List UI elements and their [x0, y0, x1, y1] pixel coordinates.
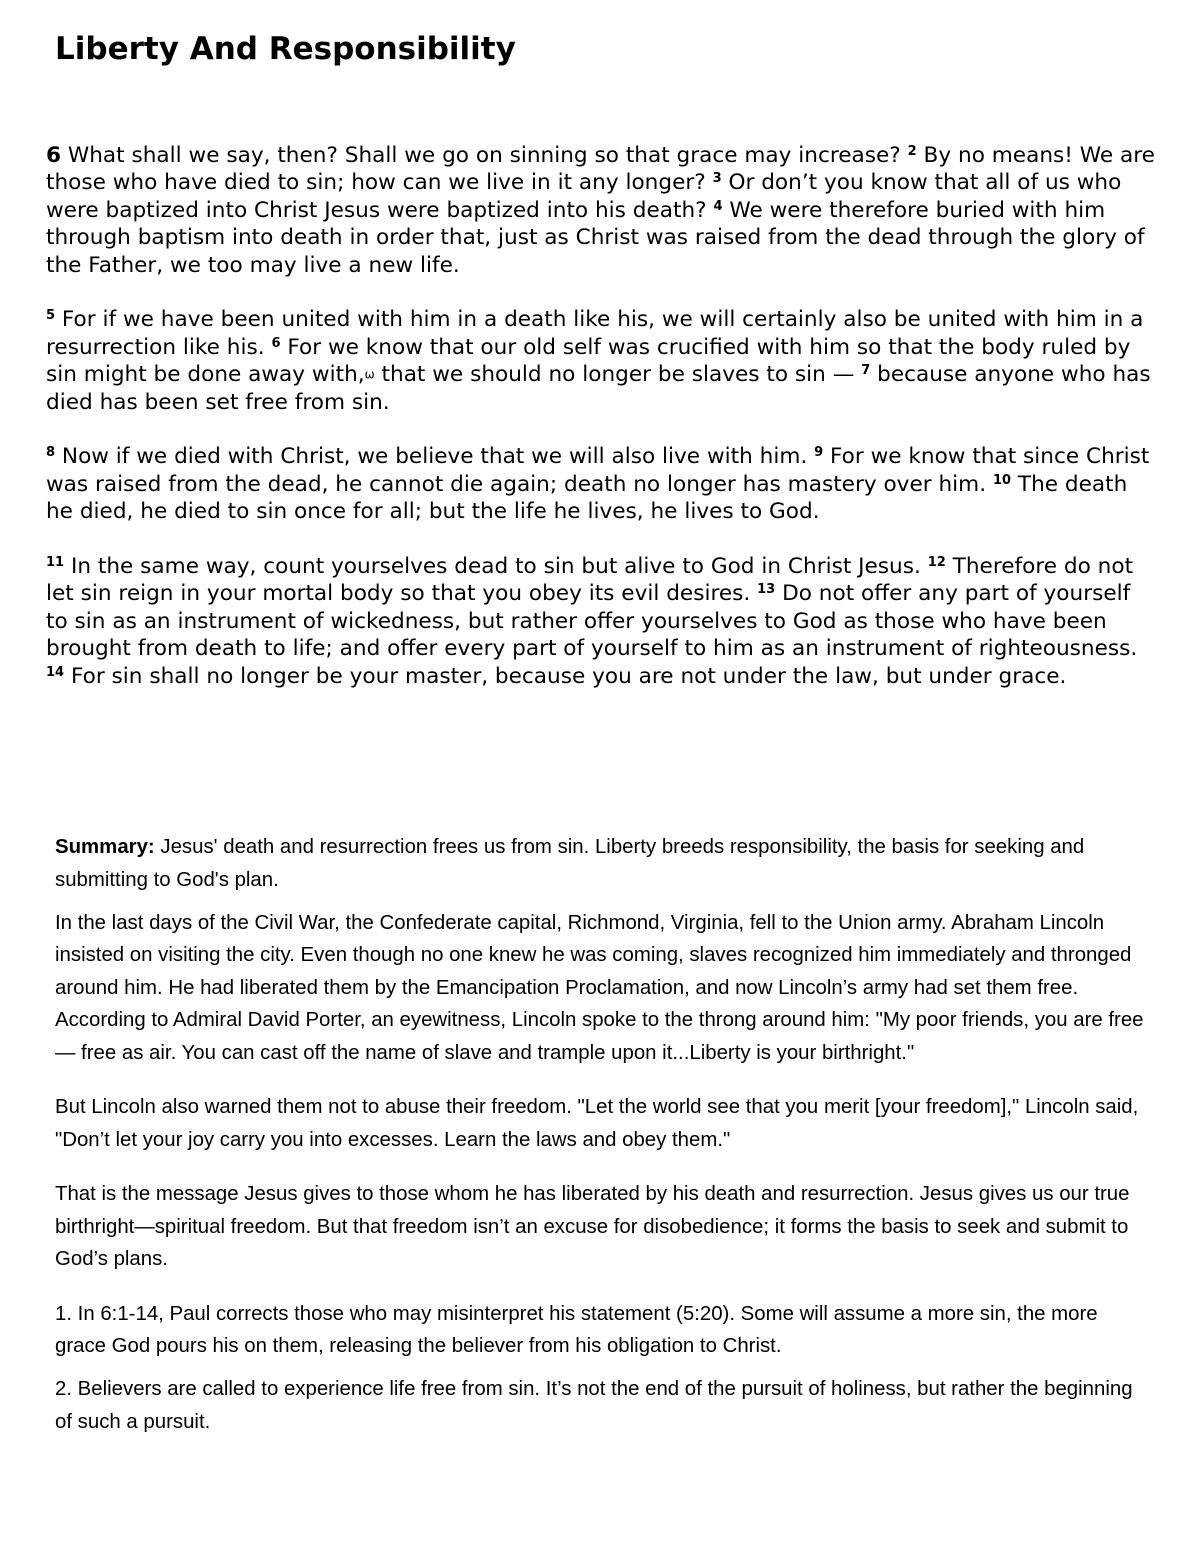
verse-text: Now if we died with Christ, we believe that we will also live with him.: [55, 444, 815, 470]
commentary-paragraph: But Lincoln also warned them not to abuse their freedom. "Let the world see that you merit [your freedom]," Lincoln said, "Don’t let your joy carry you into excesses. Learn the laws and obey them.": [55, 1096, 1139, 1151]
verse-number: 12: [927, 554, 946, 570]
scripture-paragraph: [46, 306, 1156, 416]
verse-text: For we know that since Christ was raised from the dead, he cannot die again; death no longer has mastery over him.: [46, 444, 1150, 497]
verse-number: 5: [46, 308, 56, 324]
footnote-marker: ω: [364, 367, 375, 382]
scripture-paragraph: [46, 443, 1156, 525]
scripture-passage: [46, 142, 1156, 690]
verse-number: 14: [46, 664, 65, 680]
commentary-paragraph: That is the message Jesus gives to those whom he has liberated by his death and resurrection. Jesus gives us our true birthright—spiritual freedom. But that freedom isn’t an excuse for disobedience; it forms the basis to seek and submit to God’s plans.: [55, 1183, 1130, 1270]
summary-text: Jesus' death and resurrection frees us from sin. Liberty breeds responsibility, the basis for seeking and submitting to God's plan.: [55, 836, 1085, 891]
summary-label: Summary:: [55, 836, 155, 858]
verse-number: 2: [907, 143, 917, 159]
commentary-section: [55, 831, 1150, 1449]
verse-text: Or don’t you know that all of us who were baptized into Christ Jesus were baptized into his death?: [46, 170, 1122, 223]
numbered-point: 2. Believers are called to experience life free from sin. It’s not the end of the pursuit of holiness, but rather the beginning of such a pursuit.: [55, 1378, 1133, 1433]
verse-text: For if we have been united with him in a death like his, we will certainly also be united with him in a resurrection like his.: [46, 307, 1144, 360]
verse-text: Do not offer any part of yourself to sin as an instrument of wickedness, but rather offer yourselves to God as those who have been brought from death to life; and offer every part of yourself to him as an instrument of righteousness.: [46, 581, 1138, 662]
numbered-point: 1. In 6:1-14, Paul corrects those who may misinterpret his statement (5:20). Some will assume a more sin, the more grace God pours his on them, releasing the believer from his obligation to Christ.: [55, 1302, 1098, 1357]
document-title: Liberty And Responsibility: [55, 31, 516, 67]
verse-number: 8: [46, 445, 56, 461]
verse-text: because anyone who has died has been set free from sin.: [46, 362, 1151, 415]
summary-paragraph: [55, 831, 1150, 896]
verse-number: 9: [814, 445, 824, 461]
verse-number: 7: [861, 363, 871, 379]
verse-text: By no means! We are those who have died to sin; how can we live in it any longer?: [46, 143, 1155, 196]
verse-number: 11: [46, 554, 65, 570]
verse-number: 13: [757, 582, 776, 598]
scripture-paragraph: [46, 553, 1156, 690]
scripture-paragraph: [46, 142, 1156, 279]
verse-text: The death he died, he died to sin once for all; but the life he lives, he lives to God.: [46, 471, 1128, 525]
verse-number: 10: [992, 472, 1012, 488]
verse-number: 4: [713, 198, 723, 214]
verse-text: Therefore do not let sin reign in your mortal body so that you obey its evil desires.: [46, 554, 1134, 607]
commentary-paragraph: In the last days of the Civil War, the Confederate capital, Richmond, Virginia, fell to the Union army. Abraham Lincoln insisted on visiting the city. Even though no one knew he was coming, slaves recognized him immediately and thronged around him. He had liberated them by the Emancipation Proclamation, and now Lincoln’s army had set them free. According to Admiral David Porter, an eyewitness, Lincoln spoke to the throng around him: "My poor friends, you are free— free as air. You can cast off the name of slave and trample upon it...Liberty is your birthright.": [55, 911, 1144, 1064]
verse-text: What shall we say, then? Shall we go on sinning so that grace may increase?: [61, 143, 908, 168]
verse-text: In the same way, count yourselves dead to sin but alive to God in Christ Jesus.: [64, 554, 928, 580]
verse-number: 6: [271, 335, 281, 351]
verse-text: For we know that our old self was crucified with him so that the body ruled by sin might be done away with,: [46, 334, 1131, 388]
verse-text: We were therefore buried with him through baptism into death in order that, just as Christ was raised from the dead through the glory of the Father, we too may live a new life.: [46, 197, 1145, 278]
chapter-number: 6: [46, 143, 62, 168]
verse-text: that we should no longer be slaves to sin —: [374, 362, 862, 388]
verse-text: For sin shall no longer be your master, because you are not under the law, but under grace.: [64, 663, 1067, 689]
verse-number: 3: [712, 171, 722, 187]
